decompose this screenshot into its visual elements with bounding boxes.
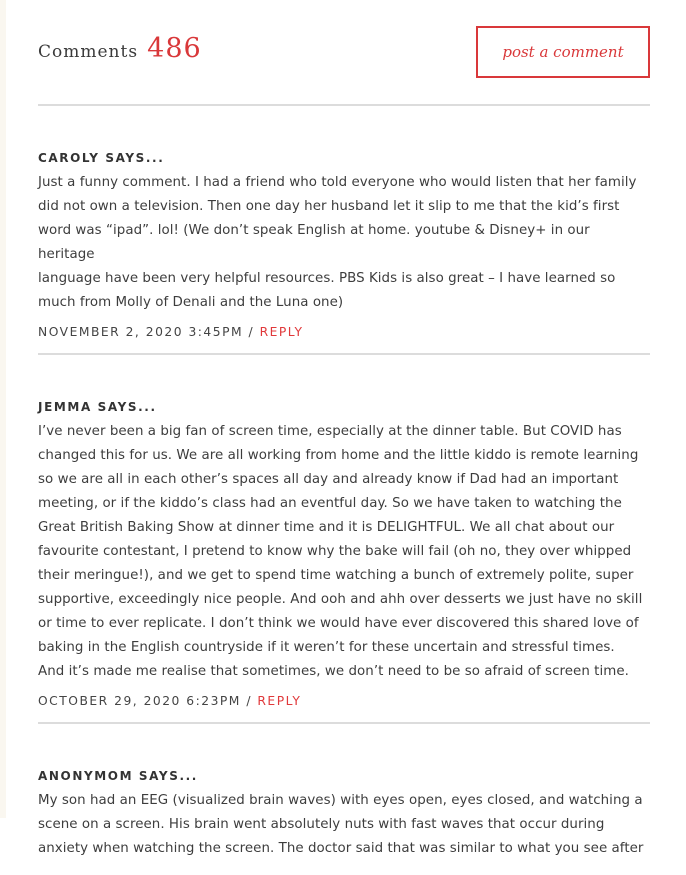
meta-separator: / <box>240 694 258 708</box>
comment-line: supportive, exceedingly nice people. And ooh and ahh over desserts we just have no skill <box>38 592 643 607</box>
comment-line: And it’s made me realise that sometimes, we don’t need to be so afraid of screen time. <box>38 664 629 679</box>
comment-line: word was “ipad”. lol! (We don’t speak English at home. youtube & Disney+ in our heritage <box>38 223 590 262</box>
comment-line: Great British Baking Show at dinner time and it is DELIGHTFUL. We all chat about our <box>38 520 615 535</box>
comment-line: scene on a screen. His brain went absolutely nuts with fast waves that occur during <box>38 817 605 832</box>
comment-line: language have been very helpful resources. PBS Kids is also great – I have learned so <box>38 271 616 286</box>
comment-meta <box>38 694 650 708</box>
comment-line: I’ve never been a big fan of screen time, especially at the dinner table. But COVID has <box>38 424 622 439</box>
left-border-strip <box>0 0 6 818</box>
comments-header <box>38 0 650 106</box>
comment-author: CAROLY SAYS... <box>38 151 165 165</box>
comment-body <box>38 420 650 684</box>
reply-link[interactable]: REPLY <box>259 325 304 339</box>
comment-line: their meringue!), and we get to spend time watching a bunch of extremely polite, super <box>38 568 634 583</box>
comments-section <box>38 0 650 875</box>
comment-line: anxiety when watching the screen. The doctor said that was similar to what you see after <box>38 841 644 856</box>
comments-title <box>38 33 202 64</box>
comment-line: did not own a television. Then one day her husband let it slip to me that the kid’s first <box>38 199 620 214</box>
comment-body <box>38 789 650 861</box>
comment-line: meeting, or if the kiddo’s class had an eventful day. So we have taken to watching the <box>38 496 622 511</box>
comment-author: JEMMA SAYS... <box>38 400 157 414</box>
comment-date: NOVEMBER 2, 2020 3:45PM <box>38 325 244 339</box>
comment-meta <box>38 325 650 339</box>
comment-author: ANONYMOM SAYS... <box>38 769 198 783</box>
comments-label: Comments <box>38 42 139 62</box>
comment-item <box>38 355 650 724</box>
post-comment-button[interactable]: post a comment <box>476 26 650 78</box>
comment-item <box>38 106 650 355</box>
comment-date: OCTOBER 29, 2020 6:23PM <box>38 694 241 708</box>
comment-line: much from Molly of Denali and the Luna one) <box>38 295 344 310</box>
comment-line: baking in the English countryside if it weren’t for these uncertain and stressful times. <box>38 640 615 655</box>
comments-count: 486 <box>147 33 202 64</box>
comment-line: favourite contestant, I pretend to know why the bake will fail (oh no, they over whipped <box>38 544 632 559</box>
meta-separator: / <box>243 325 260 339</box>
comment-line: Just a funny comment. I had a friend who told everyone who would listen that her family <box>38 175 637 190</box>
reply-link[interactable]: REPLY <box>257 694 302 708</box>
comment-line: or time to ever replicate. I don’t think we would have ever discovered this shared love of <box>38 616 639 631</box>
comment-line: changed this for us. We are all working from home and the little kiddo is remote learning <box>38 448 639 463</box>
comment-body <box>38 171 650 315</box>
comment-item <box>38 724 650 875</box>
comment-line: My son had an EEG (visualized brain waves) with eyes open, eyes closed, and watching a <box>38 793 643 808</box>
comment-line: so we are all in each other’s spaces all day and already know if Dad had an important <box>38 472 619 487</box>
